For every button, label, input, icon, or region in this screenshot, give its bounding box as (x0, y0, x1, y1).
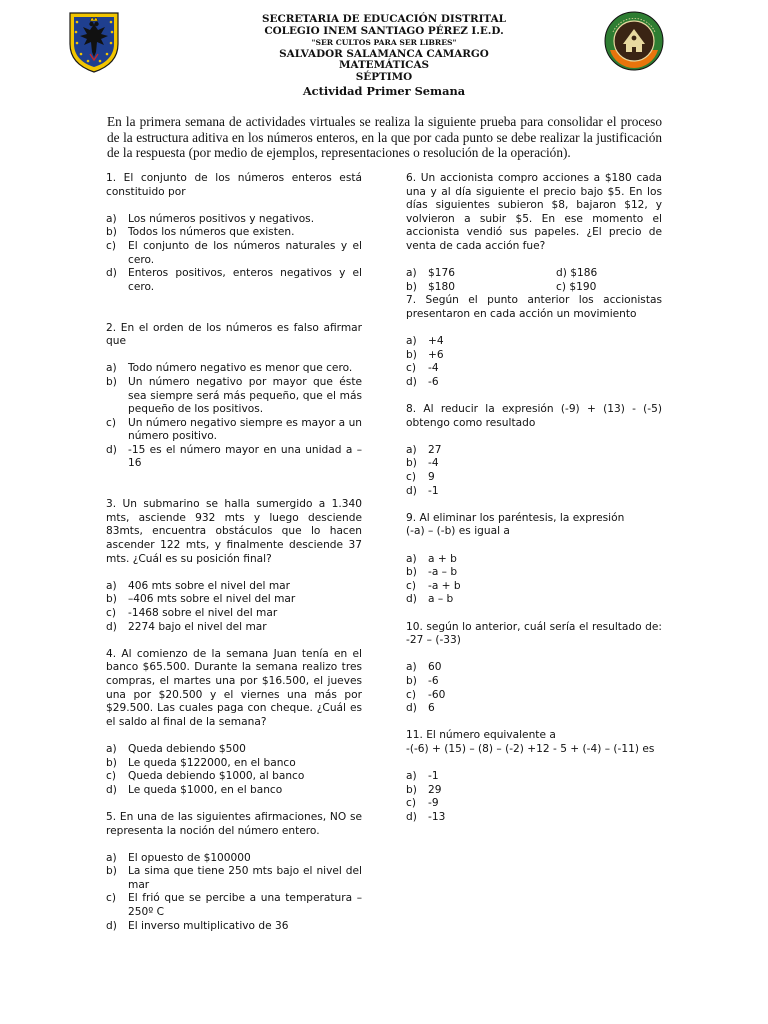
question-stem: 4. Al comienzo de la semana Juan tenía en el banco $65.500. Durante la semana realizo tres compras, el martes una por $16.500, el jueves una por $20.500 y el viernes una más por $29.500. Las cuales paga con cheque. ¿Cuál es el saldo al final de la semana? (106, 647, 362, 728)
answer-option[interactable]: c) -60 (406, 688, 446, 701)
header-teacher: SALVADOR SALAMANCA CAMARGO (279, 47, 489, 60)
answer-option[interactable]: b) Un número negativo por mayor que éste sea siempre será más pequeño, que el más pequeño de los positivos. (106, 375, 362, 416)
answer-option[interactable]: a) Queda debiendo $500 (106, 742, 246, 755)
question-expression: -(-6) + (15) – (8) – (-2) +12 - 5 + (-4) – (-11) es (406, 742, 655, 755)
answer-option[interactable]: d) -13 (406, 810, 446, 823)
header-secretaria: SECRETARIA DE EDUCACIÓN DISTRITAL (262, 13, 506, 25)
header-motto: "SER CULTOS PARA SER LIBRES" (311, 38, 457, 48)
answer-option[interactable]: b) 29 (406, 783, 442, 796)
answer-option[interactable]: c) -4 (406, 362, 439, 375)
answer-option[interactable]: a) 27 (406, 443, 442, 456)
answer-option[interactable]: c) -9 (406, 797, 439, 810)
right-column (406, 172, 662, 825)
answer-option[interactable]: c) 9 (406, 471, 435, 484)
question-7 (406, 294, 662, 389)
answer-option[interactable]: b) La sima que tiene 250 mts bajo el nivel del mar (106, 865, 362, 891)
school-seal-icon (604, 10, 664, 72)
question-4 (106, 648, 362, 798)
question-stem: 2. En el orden de los números es falso afirmar que (106, 321, 362, 348)
answer-option[interactable]: d) -15 es el número mayor en una unidad a –16 (106, 443, 362, 470)
answer-option[interactable]: c) -a + b (406, 579, 461, 592)
answer-option[interactable]: a) 406 mts sobre el nivel del mar (106, 579, 290, 592)
question-9 (406, 512, 662, 607)
header-school-name: COLEGIO INEM SANTIAGO PÉREZ I.E.D. (264, 24, 504, 37)
answer-option[interactable]: d) -1 (406, 484, 439, 497)
answer-option[interactable]: a) +4 (406, 335, 444, 348)
answer-option[interactable]: a) $176 (406, 267, 455, 280)
answer-option[interactable]: d) a – b (406, 593, 454, 606)
answer-option[interactable]: a) Todo número negativo es menor que cero. (106, 362, 353, 375)
header-activity-title: Actividad Primer Semana (302, 83, 466, 98)
question-stem: 9. Al eliminar los paréntesis, la expresión (406, 511, 625, 524)
answer-option[interactable]: c) Un número negativo siempre es mayor a un número positivo. (106, 416, 362, 443)
question-stem: 5. En una de las siguientes afirmaciones, NO se representa la noción del número entero. (106, 810, 362, 837)
answer-option[interactable]: c) El conjunto de los números naturales y el cero. (106, 239, 362, 266)
answer-option[interactable]: d) Le queda $1000, en el banco (106, 783, 283, 796)
answer-option[interactable]: c) $190 (556, 280, 597, 293)
answer-option[interactable]: b) $180 (406, 280, 455, 293)
answer-option[interactable]: a) -1 (406, 770, 439, 783)
answer-option[interactable]: a) 60 (406, 661, 442, 674)
answer-option[interactable]: b) -6 (406, 674, 439, 687)
answer-option[interactable]: d) 6 (406, 702, 435, 715)
question-1 (106, 172, 362, 294)
answer-option[interactable]: d) -6 (406, 375, 439, 388)
answer-option[interactable]: c) -1468 sobre el nivel del mar (106, 607, 278, 619)
answer-option[interactable]: d) El inverso multiplicativo de 36 (106, 919, 289, 932)
header-grade: SÉPTIMO (355, 70, 413, 83)
left-column (106, 172, 362, 933)
answer-option[interactable]: d) $186 (556, 267, 598, 280)
question-2 (106, 322, 362, 472)
bogota-coat-of-arms-icon (66, 10, 122, 74)
answer-option[interactable]: b) +6 (406, 348, 444, 361)
question-expression: (-a) – (-b) es igual a (406, 525, 510, 538)
answer-option[interactable]: c) Queda debiendo $1000, al banco (106, 770, 305, 783)
answer-option[interactable]: b) –406 mts sobre el nivel del mar (106, 593, 296, 606)
question-stem: 8. Al reducir la expresión (-9) + (13) - (-5) obtengo como resultado (406, 403, 662, 429)
question-stem: 1. El conjunto de los números enteros está constituido por (106, 172, 362, 198)
intro-paragraph: En la primera semana de actividades virtuales se realiza la siguiente prueba para consolidar el proceso de la estructura aditiva en los números enteros, en la que por cada punto se debe realizar la justificación de la respuesta (por medio de ejemplos, representaciones o resolución de la operación). (107, 114, 662, 161)
answer-option[interactable]: c) El frió que se percibe a una temperatura –250º C (106, 892, 362, 919)
answer-option[interactable]: b) Le queda $122000, en el banco (106, 756, 296, 769)
question-stem: 11. El número equivalente a (406, 729, 556, 742)
question-stem: 7. Según el punto anterior los accionistas presentaron en cada acción un movimiento (406, 294, 662, 320)
header-subject: MATEMÁTICAS (338, 59, 430, 72)
answer-option[interactable]: d) 2274 bajo el nivel del mar (106, 620, 267, 633)
question-stem: 10. según lo anterior, cuál sería el resultado de: -27 – (-33) (406, 620, 662, 647)
question-stem: 6. Un accionista compro acciones a $180 cada una y al día siguiente el precio bajo $5. En los días siguientes subieron $8, bajaron $12, y volvieron a subir $5. En ese momento el accionista vendió sus papeles. ¿El precio de venta de cada acción fue? (406, 172, 662, 252)
answer-option[interactable]: b) -4 (406, 457, 439, 470)
question-5 (106, 811, 362, 933)
question-8 (406, 403, 662, 498)
answer-option[interactable]: d) Enteros positivos, enteros negativos y el cero. (106, 267, 362, 293)
question-10 (406, 621, 662, 716)
answer-option[interactable]: a) Los números positivos y negativos. (106, 212, 315, 225)
answer-option[interactable]: a) a + b (406, 552, 457, 565)
question-6 (406, 172, 662, 294)
document-header (180, 14, 588, 97)
question-stem: 3. Un submarino se halla sumergido a 1.340 mts, asciende 932 mts y luego desciende 83mts, encuentra obstáculos que lo hacen ascender 122 mts, y finalmente desciende 37 mts. ¿Cuál es su posición final? (106, 498, 362, 565)
answer-option[interactable]: b) Todos los números que existen. (106, 226, 295, 239)
question-3 (106, 498, 362, 634)
answer-option[interactable]: a) El opuesto de $100000 (106, 851, 251, 864)
answer-option[interactable]: b) -a – b (406, 566, 458, 579)
question-11 (406, 729, 662, 824)
